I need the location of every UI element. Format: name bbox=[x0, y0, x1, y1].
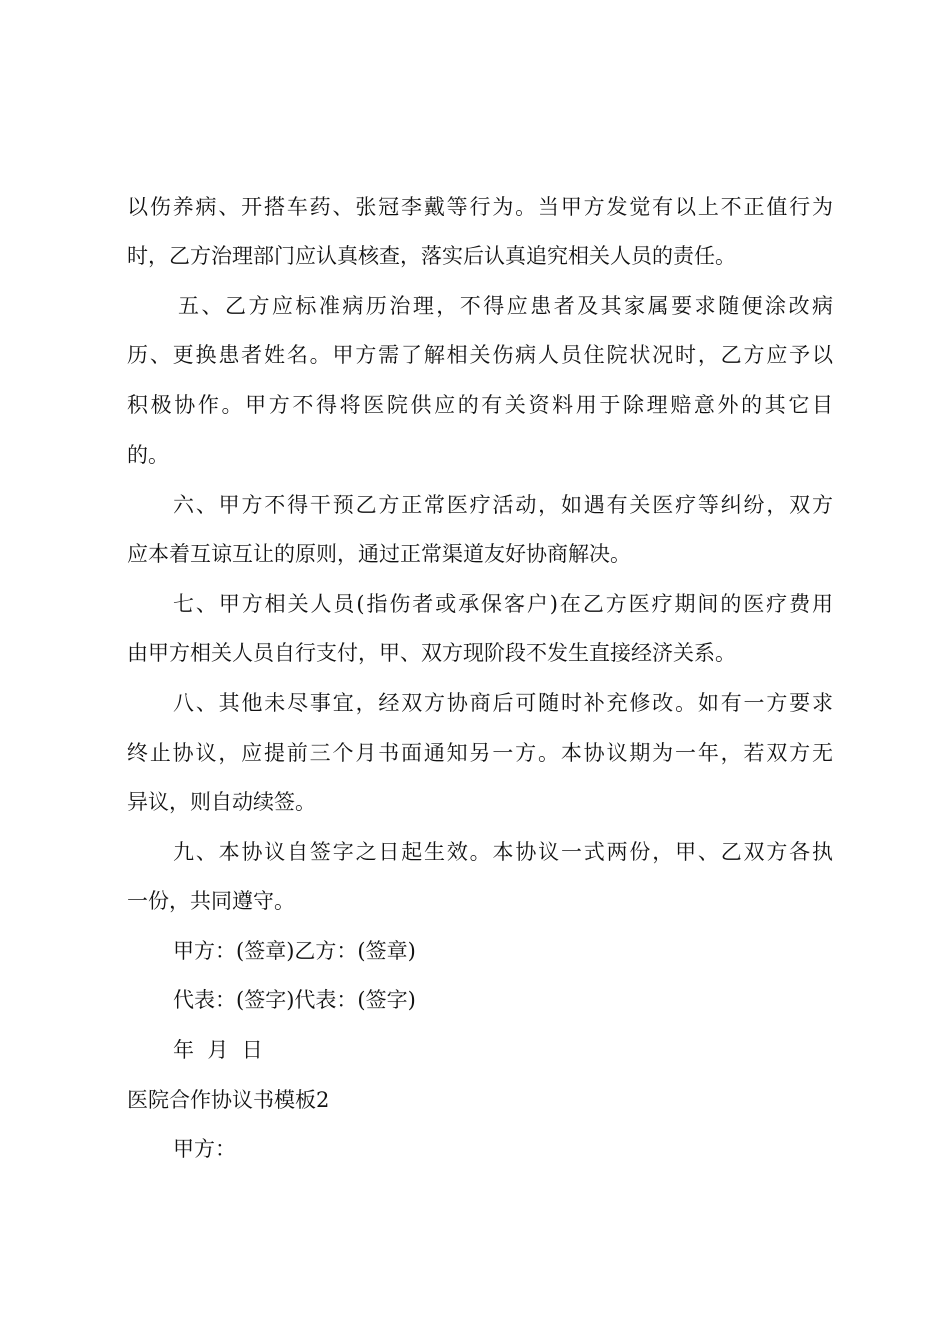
text-line-2: 时，乙方治理部门应认真核查，落实后认真追究相关人员的责任。 bbox=[127, 244, 736, 268]
text-line-8: 应本着互谅互让的原则，通过正常渠道友好协商解决。 bbox=[127, 542, 631, 566]
text-line-1: 以伤养病、开搭车药、张冠李戴等行为。当甲方发觉有以上不正值行为 bbox=[127, 195, 833, 219]
text-line-5: 积极协作。甲方不得将医院供应的有关资料用于除理赔意外的其它目 bbox=[127, 393, 833, 417]
text-line-13: 异议，则自动续签。 bbox=[127, 790, 316, 814]
signature-line-representatives: 代表：(签字)代表：(签字) bbox=[173, 988, 416, 1012]
party-a-label: 甲方： bbox=[173, 1137, 236, 1161]
text-line-7: 六、甲方不得干预乙方正常医疗活动，如遇有关医疗等纠纷，双方 bbox=[173, 493, 833, 517]
date-line: 年 月 日 bbox=[173, 1038, 263, 1062]
text-line-11: 八、其他未尽事宜，经双方协商后可随时补充修改。如有一方要求 bbox=[173, 691, 833, 715]
text-line-3: 五、乙方应标准病历治理，不得应患者及其家属要求随便涂改病 bbox=[178, 294, 833, 318]
text-line-15: 一份，共同遵守。 bbox=[127, 889, 295, 913]
text-line-4: 历、更换患者姓名。甲方需了解相关伤病人员住院状况时，乙方应予以 bbox=[127, 343, 833, 367]
signature-line-party-a-b: 甲方：(签章)乙方：(签章) bbox=[173, 939, 416, 963]
text-line-10: 由甲方相关人员自行支付，甲、双方现阶段不发生直接经济关系。 bbox=[127, 641, 736, 665]
text-line-12: 终止协议，应提前三个月书面通知另一方。本协议期为一年，若双方无 bbox=[127, 741, 833, 765]
text-line-6: 的。 bbox=[127, 443, 169, 467]
text-line-9: 七、甲方相关人员(指伤者或承保客户)在乙方医疗期间的医疗费用 bbox=[173, 592, 833, 616]
section-heading: 医院合作协议书模板2 bbox=[127, 1088, 330, 1112]
text-line-14: 九、本协议自签字之日起生效。本协议一式两份，甲、乙双方各执 bbox=[173, 840, 833, 864]
